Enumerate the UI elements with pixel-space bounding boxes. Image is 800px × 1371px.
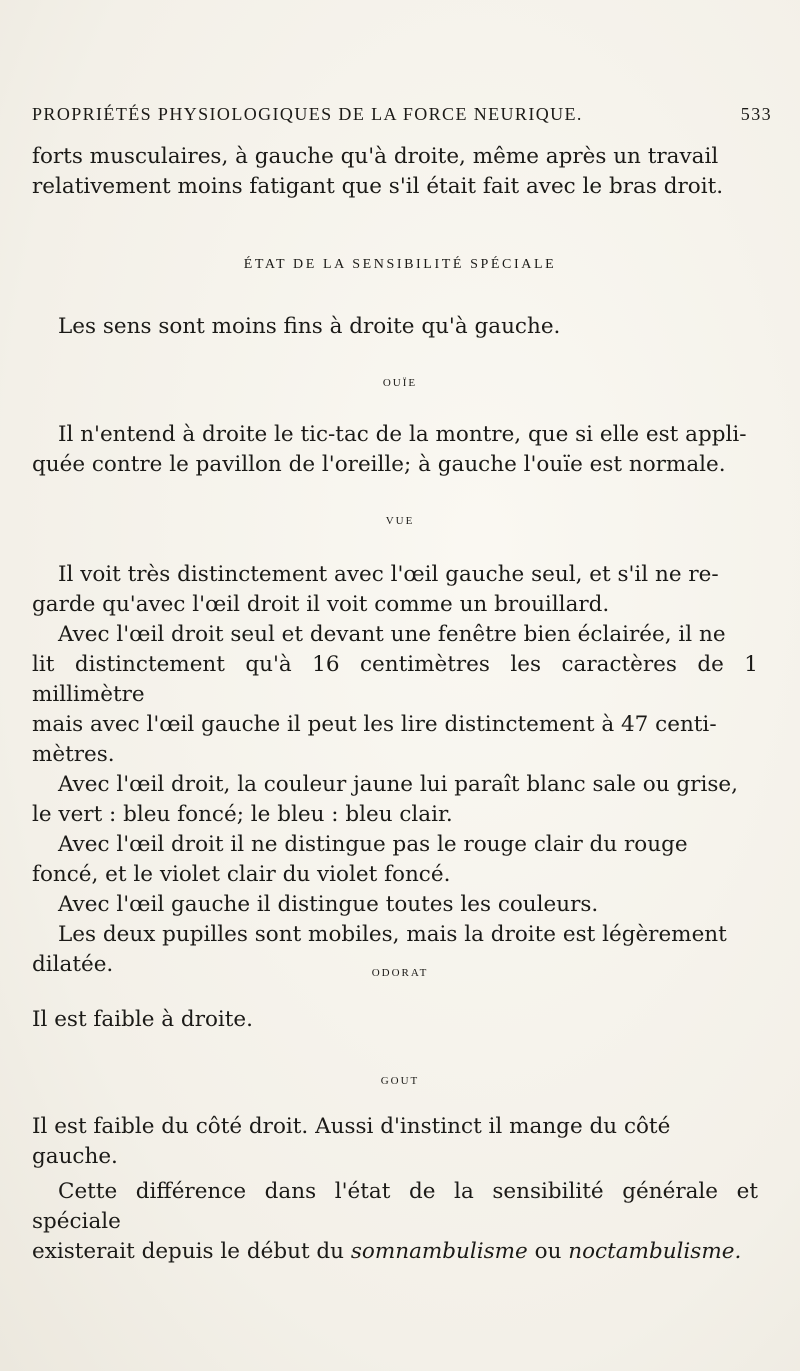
section-heading-sensibilite: ÉTAT DE LA SENSIBILITÉ SPÉCIALE (243, 257, 557, 272)
paragraph-final (32, 1177, 758, 1267)
text-line: Il n'entend à droite le tic-tac de la montre, que si elle est appli- (58, 422, 747, 447)
paragraph-gout (32, 1112, 758, 1172)
text-line: relativement moins fatigant que s'il était fait avec le bras droit. (32, 174, 724, 199)
continuation-paragraph (32, 142, 758, 202)
section-heading-ouie: OUÏE (382, 377, 418, 389)
running-title: PROPRIÉTÉS PHYSIOLOGIQUES DE LA FORCE NEURIQUE. (32, 104, 583, 124)
text-line (32, 1237, 758, 1267)
text-line: lit distinctement qu'à 16 centimètres les caractères de 1 millimètre (32, 652, 758, 707)
text-line: Avec l'œil gauche il distingue toutes les couleurs. (58, 892, 599, 917)
text-line: Il est faible du côté droit. Aussi d'instinct il mange du côté (32, 1114, 671, 1139)
text-line: Avec l'œil droit il ne distingue pas le rouge clair du rouge (58, 832, 688, 857)
paragraphs-vue (32, 560, 758, 980)
text-line: mètres. (32, 742, 115, 767)
text-line: dilatée. (32, 952, 114, 977)
text-span: ou (527, 1239, 569, 1264)
page-number: 533 (740, 104, 772, 124)
text-span: existerait depuis le début du (32, 1239, 351, 1264)
italic-term: somnambulisme (350, 1239, 528, 1264)
text-line: Les deux pupilles sont mobiles, mais la droite est légèrement (58, 922, 727, 947)
text-line: Il est faible à droite. (32, 1007, 253, 1032)
text-line: Avec l'œil droit seul et devant une fenêtre bien éclairée, il ne (58, 622, 726, 647)
text-line: mais avec l'œil gauche il peut les lire distinctement à 47 centi- (32, 712, 717, 737)
italic-term: noctambulisme. (568, 1239, 742, 1264)
section-heading-gout: GOUT (380, 1075, 420, 1087)
section-heading-vue: VUE (385, 515, 415, 527)
text-line: Il voit très distinctement avec l'œil gauche seul, et s'il ne re- (58, 562, 719, 587)
text-line: foncé, et le violet clair du violet foncé. (32, 862, 451, 887)
section-heading-odorat: ODORAT (371, 967, 429, 979)
text-line: garde qu'avec l'œil droit il voit comme un brouillard. (32, 592, 610, 617)
text-line: quée contre le pavillon de l'oreille; à gauche l'ouïe est normale. (32, 452, 726, 477)
text-line: le vert : bleu foncé; le bleu : bleu clair. (32, 802, 453, 827)
paragraph-ouie (32, 420, 758, 480)
text-line: Avec l'œil droit, la couleur jaune lui paraît blanc sale ou grise, (58, 772, 738, 797)
text-line: gauche. (32, 1144, 118, 1169)
text-line: forts musculaires, à gauche qu'à droite, même après un travail (32, 144, 719, 169)
paragraph-odorat (32, 1005, 758, 1035)
text-line: Les sens sont moins fins à droite qu'à gauche. (58, 314, 561, 339)
text-line: Cette différence dans l'état de la sensibilité générale et spéciale (32, 1179, 758, 1234)
paragraph-sens (32, 312, 758, 342)
running-header (32, 104, 772, 125)
